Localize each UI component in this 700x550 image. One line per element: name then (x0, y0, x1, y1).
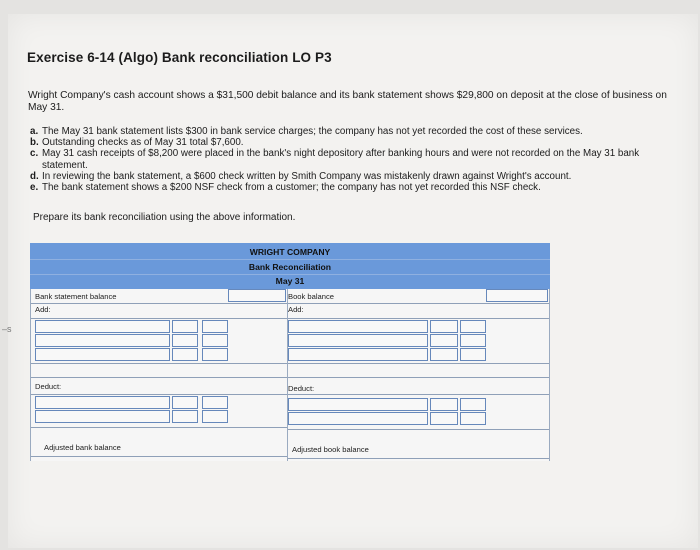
table-body (30, 289, 550, 461)
header-divider (30, 274, 550, 275)
book-deduct-description-input[interactable] (288, 412, 428, 425)
bank-add-description-input[interactable] (35, 348, 170, 361)
list-item-b (30, 137, 675, 148)
book-add-amount-input[interactable] (430, 348, 458, 361)
company-name: WRIGHT COMPANY (249, 247, 331, 257)
adjusted-book-balance-label: Adjusted book balance (292, 445, 369, 454)
book-add-total-input[interactable] (460, 348, 486, 361)
bank-add-label: Add: (35, 305, 51, 314)
item-letter: b. (30, 137, 39, 149)
statement-title: Bank Reconciliation (248, 262, 332, 272)
bank-balance-label: Bank statement balance (35, 292, 117, 301)
row-line (288, 429, 550, 430)
list-item-e (30, 182, 675, 193)
bank-add-amount-input[interactable] (172, 348, 198, 361)
bank-deduct-amount-input[interactable] (172, 396, 198, 409)
book-add-total-input[interactable] (460, 320, 486, 333)
margin-mark: –s (2, 324, 12, 334)
row-line (288, 303, 550, 304)
bank-add-amount-input[interactable] (172, 320, 198, 333)
book-add-description-input[interactable] (288, 348, 428, 361)
list-item-a (30, 126, 675, 137)
row-line (30, 377, 288, 378)
bank-add-amount-input[interactable] (172, 334, 198, 347)
row-line (288, 458, 550, 459)
bank-deduct-total-input[interactable] (202, 410, 228, 423)
book-balance-input[interactable] (486, 289, 548, 302)
item-letter: d. (30, 170, 39, 182)
book-deduct-amount-input[interactable] (430, 412, 458, 425)
intro-text: Wright Company's cash account shows a $31,500 debit balance and its bank statement shows $29,800 on deposit at the close of business on May 31. (28, 90, 667, 113)
row-line (288, 363, 550, 364)
center-divider (287, 289, 288, 461)
right-border (549, 289, 550, 461)
exercise-title: Exercise 6-14 (Algo) Bank reconciliation LO P3 (27, 50, 332, 65)
bank-deduct-label: Deduct: (35, 382, 62, 391)
item-text: The bank statement shows a $200 NSF check from a customer; the company has not yet recorded this NSF check. (42, 182, 541, 194)
book-deduct-description-input[interactable] (288, 398, 428, 411)
row-line (30, 427, 288, 428)
bank-deduct-total-input[interactable] (202, 396, 228, 409)
list-item-d (30, 171, 675, 182)
bank-add-total-input[interactable] (202, 334, 228, 347)
left-border (30, 289, 31, 461)
item-text: The May 31 bank statement lists $300 in bank service charges; the company has not yet recorded the cost of these services. (42, 126, 583, 137)
row-line (30, 456, 288, 457)
list-item-c (30, 148, 675, 170)
bank-add-description-input[interactable] (35, 334, 170, 347)
statement-date: May 31 (275, 276, 305, 286)
row-line (288, 377, 550, 378)
item-letter: e. (30, 182, 39, 194)
bank-deduct-description-input[interactable] (35, 410, 170, 423)
item-text: Outstanding checks as of May 31 total $7,600. (42, 137, 244, 149)
bank-deduct-description-input[interactable] (35, 396, 170, 409)
book-deduct-amount-input[interactable] (430, 398, 458, 411)
instruction-text: Prepare its bank reconciliation using the above information. (33, 212, 296, 223)
header-divider (30, 259, 550, 260)
book-deduct-label: Deduct: (288, 384, 315, 393)
item-text: May 31 cash receipts of $8,200 were placed in the bank's night depository after banking hours and were not recorded on the May 31 bank statement. (42, 148, 640, 171)
book-add-total-input[interactable] (460, 334, 486, 347)
book-add-description-input[interactable] (288, 320, 428, 333)
bank-deduct-amount-input[interactable] (172, 410, 198, 423)
row-line (30, 303, 288, 304)
adjusted-bank-balance-label: Adjusted bank balance (44, 443, 121, 452)
book-deduct-total-input[interactable] (460, 412, 486, 425)
row-line (30, 363, 288, 364)
book-balance-label: Book balance (288, 292, 335, 301)
table-header (30, 243, 550, 289)
book-add-label: Add: (288, 305, 304, 314)
row-line (30, 318, 288, 319)
row-line (288, 318, 550, 319)
book-deduct-total-input[interactable] (460, 398, 486, 411)
item-letter: a. (30, 126, 39, 137)
scenario-list (30, 126, 675, 193)
book-add-description-input[interactable] (288, 334, 428, 347)
bank-reconciliation-table (30, 243, 550, 461)
item-letter: c. (30, 148, 39, 160)
book-add-amount-input[interactable] (430, 320, 458, 333)
bank-add-description-input[interactable] (35, 320, 170, 333)
item-text: In reviewing the bank statement, a $600 check written by Smith Company was mistakenly drawn against Wright's account. (42, 170, 572, 182)
bank-balance-input[interactable] (228, 289, 286, 302)
row-line (30, 394, 288, 395)
bank-add-total-input[interactable] (202, 320, 228, 333)
bank-add-total-input[interactable] (202, 348, 228, 361)
row-line (288, 394, 550, 395)
book-add-amount-input[interactable] (430, 334, 458, 347)
